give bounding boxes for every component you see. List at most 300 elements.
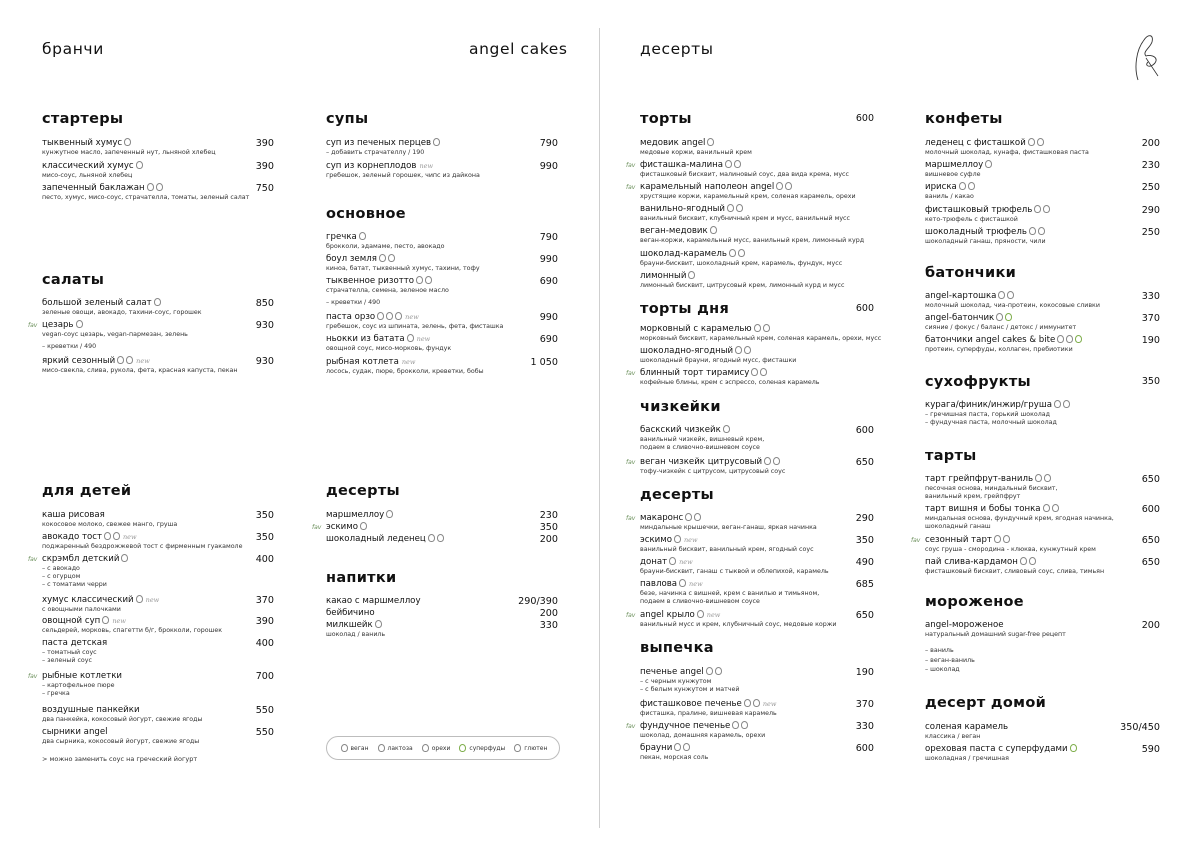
item-desc: кокосовое молоко, свежее манго, груша	[42, 521, 178, 528]
item-name: боул земля	[326, 254, 377, 264]
drop-icon	[156, 183, 163, 191]
item-name: шоколадный трюфель	[925, 227, 1027, 237]
fav-badge: fav	[626, 515, 636, 522]
menu-item	[326, 608, 558, 619]
menu-item	[42, 532, 274, 551]
leaf-icon	[1034, 205, 1041, 213]
section-title-salads: салаты	[42, 272, 105, 288]
nut-icon	[422, 744, 429, 752]
menu-item	[326, 357, 558, 376]
menu-item	[925, 474, 1160, 501]
menu-item	[42, 638, 274, 665]
item-name: курага/финик/инжир/груша	[925, 400, 1052, 410]
legend-item: лактоза	[376, 744, 413, 752]
item-desc: кето-трюфель с фисташкой	[925, 216, 1018, 223]
new-badge: new	[112, 617, 126, 625]
fav-badge: fav	[626, 162, 636, 169]
item-price: 350	[255, 510, 274, 521]
item-desc: брауни-бисквит, ганаш с тыквой и облепихой, карамель	[640, 568, 829, 575]
section-title-dried-fruits: сухофрукты	[925, 374, 1031, 390]
menu-item	[640, 667, 874, 694]
section-title-tarts: тарты	[925, 448, 977, 464]
menu-item	[925, 744, 1160, 763]
item-name: angel-батончик	[925, 313, 995, 323]
item-desc: молочный шоколад, чиа-протеин, кокосовые сливки	[925, 302, 1100, 309]
leaf-icon	[437, 534, 444, 542]
item-price: 200	[1141, 620, 1160, 631]
item-desc: лосось, судак, пюре, брокколи, креветки, бобы	[326, 368, 484, 375]
menu-item	[925, 335, 1160, 354]
menu-item	[42, 705, 274, 724]
item-name: медовик angel	[640, 138, 706, 148]
legend-item: орехи	[420, 744, 451, 752]
menu-item	[326, 232, 558, 251]
item-name: суп из печеных перцев	[326, 138, 432, 148]
fav-badge: fav	[626, 184, 636, 191]
nut-icon	[1052, 504, 1059, 512]
nut-icon	[715, 667, 722, 675]
section-price: 600	[855, 303, 874, 314]
item-price: 590	[1141, 744, 1160, 755]
item-price: 990	[539, 161, 558, 172]
leaf-icon	[375, 620, 382, 628]
nut-icon	[1063, 400, 1070, 408]
item-option: – ваниль	[925, 646, 954, 654]
nut-icon	[147, 183, 154, 191]
drop-icon	[785, 182, 792, 190]
item-desc: ванильный чизкейк, вишневый крем,	[640, 436, 765, 443]
menu-item	[925, 400, 1160, 427]
nut-icon	[1044, 474, 1051, 482]
section-title-cakes: торты	[640, 111, 692, 127]
new-badge: new	[122, 533, 137, 541]
item-name: тыквенный хумус	[42, 138, 123, 148]
column-brunch-left	[28, 0, 274, 849]
nut-icon	[669, 557, 676, 565]
column-desserts-right	[911, 0, 1160, 849]
item-name: печенье angel	[640, 667, 704, 677]
leaf-icon	[1066, 335, 1073, 343]
fav-badge: fav	[626, 370, 636, 377]
section-title-starters: стартеры	[42, 111, 124, 127]
item-desc: ванильный бисквит, клубничный крем и мусс, ванильный мусс	[640, 215, 850, 222]
section-price: 600	[855, 113, 874, 124]
item-price: 370	[855, 699, 874, 710]
item-name: брауни	[640, 743, 673, 753]
leaf-icon	[679, 579, 686, 587]
menu-item	[925, 620, 1160, 674]
item-price: 200	[539, 608, 558, 619]
item-desc: лимонный бисквит, цитрусовый крем, лимонный курд и мусс	[640, 282, 845, 289]
menu-item	[28, 671, 274, 698]
menu-item	[640, 579, 874, 606]
menu-item	[42, 298, 274, 317]
item-desc: с овощными палочками	[42, 606, 121, 613]
superfood-icon	[1075, 335, 1082, 343]
item-price: 690	[539, 334, 558, 345]
menu-item	[925, 205, 1160, 224]
item-desc: миндальная основа, фундучный крем, ягодная начинка,	[925, 515, 1114, 522]
leaf-icon	[1028, 138, 1035, 146]
item-name: соленая карамель	[925, 722, 1009, 732]
leaf-icon	[732, 721, 739, 729]
fav-badge: fav	[626, 459, 636, 466]
menu-item	[925, 291, 1160, 310]
item-name: эскимо	[640, 535, 672, 545]
item-desc: киноа, батат, тыквенный хумус, тахини, тофу	[326, 265, 480, 272]
item-price: 390	[255, 138, 274, 149]
column-desserts-left	[626, 0, 882, 849]
superfood-icon	[1070, 744, 1077, 752]
item-desc: шоколадный ганаш	[925, 522, 991, 530]
right-page-title: десерты	[640, 40, 714, 58]
menu-item	[42, 138, 274, 157]
menu-item	[626, 457, 874, 476]
item-price: 600	[855, 425, 874, 436]
menu-item	[925, 504, 1160, 531]
nut-icon	[754, 324, 761, 332]
menu-item	[640, 346, 874, 365]
menu-item	[326, 510, 558, 521]
item-name: маршмеллоу	[925, 160, 984, 170]
nut-icon	[959, 182, 966, 190]
item-name: тарт вишня и бобы тонка	[925, 504, 1041, 514]
item-price: 990	[539, 312, 558, 323]
leaf-icon	[1035, 474, 1042, 482]
item-desc: соус груша - смородина - клюква, кунжутный крем	[925, 546, 1096, 553]
leaf-icon	[763, 324, 770, 332]
leaf-icon	[727, 204, 734, 212]
item-price: 650	[855, 610, 874, 621]
leaf-icon	[1043, 504, 1050, 512]
item-name: фисташковое печенье	[640, 699, 742, 709]
item-name: фундучное печенье	[640, 721, 731, 731]
item-desc: брауни-бисквит, шоколадный крем, карамель, фундук, мусс	[640, 260, 843, 267]
leaf-icon	[723, 425, 730, 433]
item-desc: подаем в сливочно-вишневом соусе	[640, 443, 760, 451]
legend-item: веган	[339, 744, 369, 752]
menu-item	[925, 160, 1160, 179]
item-name: каша рисовая	[42, 510, 105, 520]
menu-item	[326, 254, 558, 273]
nut-icon	[729, 249, 736, 257]
leaf-icon	[674, 743, 681, 751]
item-name: рыбная котлета	[326, 357, 399, 367]
menu-item	[42, 183, 274, 202]
leaf-icon	[994, 535, 1001, 543]
item-name: запеченный баклажан	[42, 183, 145, 193]
item-name: шоколад-карамель	[640, 249, 727, 259]
menu-item	[28, 554, 274, 588]
menu-item	[326, 620, 558, 639]
item-desc: натуральный домашний sugar-free рецепт	[925, 631, 1066, 638]
menu-item	[640, 271, 874, 290]
item-price: 190	[1141, 335, 1160, 346]
section-title-bakery: выпечка	[640, 640, 714, 656]
item-desc: сельдерей, морковь, спагетти б/г, брокколи, горошек	[42, 627, 223, 634]
item-desc: страчателла, семена, зеленое масло	[326, 287, 449, 294]
leaf-icon	[1020, 557, 1027, 565]
fav-badge: fav	[312, 524, 322, 531]
item-name: карамельный наполеон angel	[640, 182, 775, 192]
page-divider	[599, 28, 600, 828]
leaf-icon	[674, 535, 681, 543]
section-title-candies: конфеты	[925, 111, 1003, 127]
menu-item	[28, 320, 274, 351]
item-desc: фисташковый бисквит, сливовый соус, слива, тимьян	[925, 568, 1105, 575]
item-name: баскский чизкейк	[640, 425, 721, 435]
item-name: пай слива-кардамон	[925, 557, 1018, 567]
item-price: 790	[539, 232, 558, 243]
leaf-icon	[136, 161, 143, 169]
menu-item	[925, 557, 1160, 576]
item-name: эскимо	[326, 522, 358, 532]
item-extra: – креветки / 490	[326, 298, 381, 306]
item-name: ириска	[925, 182, 957, 192]
item-desc: тофу-чизкейк с цитрусом, цитрусовый соус	[640, 468, 786, 475]
item-desc: ваниль / какао	[925, 193, 974, 200]
item-desc: гребешок, соус из шпината, зелень, фета, фисташка	[326, 323, 504, 330]
item-desc: ванильный мусс и крем, клубничный соус, медовые коржи	[640, 621, 837, 628]
item-price: 200	[1141, 138, 1160, 149]
leaf-icon	[379, 254, 386, 262]
item-name: леденец с фисташкой	[925, 138, 1026, 148]
item-desc: два панкейка, кокосовый йогурт, свежие ягоды	[42, 716, 203, 723]
section-title-icecream: мороженое	[925, 594, 1024, 610]
nut-icon	[683, 743, 690, 751]
leaf-icon	[377, 312, 384, 320]
leaf-icon	[697, 610, 704, 618]
menu-item	[925, 138, 1160, 157]
menu-item	[326, 596, 558, 607]
item-price: 250	[1141, 182, 1160, 193]
item-name: воздушные панкейки	[42, 705, 140, 715]
item-option: – с огурцом	[42, 572, 81, 580]
item-price: 790	[539, 138, 558, 149]
menu-item	[326, 138, 558, 157]
nut-icon	[1029, 557, 1036, 565]
item-price: 290/390	[518, 596, 558, 607]
nut-icon	[428, 534, 435, 542]
left-page-subtitle: angel cakes	[469, 40, 568, 58]
item-desc: пекан, морская соль	[640, 754, 709, 761]
item-desc: песочная основа, миндальный бисквит,	[925, 485, 1058, 492]
new-badge: new	[419, 162, 434, 170]
leaf-icon	[359, 232, 366, 240]
menu-item	[626, 160, 874, 179]
legend-item: суперфуды	[457, 744, 505, 752]
leaf-icon	[706, 667, 713, 675]
item-option: – веган-ваниль	[925, 656, 975, 664]
menu-item	[42, 161, 274, 180]
drop-icon	[425, 276, 432, 284]
item-name: фисташка-малина	[640, 160, 724, 170]
item-price: 330	[539, 620, 558, 631]
item-price: 330	[1141, 291, 1160, 302]
item-desc: веган-коржи, карамельный мусс, ванильный крем, лимонный курд	[640, 237, 865, 244]
nut-icon	[694, 513, 701, 521]
item-desc: фисташковый бисквит, малиновый соус, два вида крема, мусс	[640, 171, 849, 178]
item-price: 350	[255, 532, 274, 543]
item-price: 650	[1141, 535, 1160, 546]
item-name: авокадо тост	[42, 532, 102, 542]
gluten-icon	[113, 532, 120, 540]
item-name: макаронс	[640, 513, 684, 523]
leaf-icon	[688, 271, 695, 279]
item-desc: классика / веган	[925, 733, 981, 740]
item-desc: миндальные крышечки, веган-ганаш, яркая начинка	[640, 524, 817, 531]
nut-icon	[1003, 535, 1010, 543]
leaf-icon	[341, 744, 348, 752]
drop-icon	[126, 356, 133, 364]
section-title-main: основное	[326, 206, 406, 222]
item-name: хумус классический	[42, 595, 134, 605]
new-badge: new	[679, 558, 693, 566]
item-desc: брокколи, эдамаме, песто, авокадо	[326, 243, 445, 250]
item-price: 550	[255, 727, 274, 738]
item-name: рыбные котлетки	[42, 671, 122, 681]
menu-item	[626, 513, 874, 532]
new-badge: new	[136, 357, 150, 365]
item-price: 250	[1141, 227, 1160, 238]
menu-item	[42, 510, 274, 529]
leaf-icon	[707, 138, 714, 146]
menu-item	[626, 721, 874, 740]
menu-item	[42, 616, 274, 635]
item-option: – фундучная паста, молочный шоколад	[925, 418, 1057, 426]
item-price: 650	[855, 457, 874, 468]
fav-badge: fav	[28, 322, 38, 329]
item-desc: – добавить страчателлу / 190	[326, 149, 425, 156]
item-name: ванильно-ягодный	[640, 204, 725, 214]
nut-icon	[776, 182, 783, 190]
item-name: батончики angel cakes & bite	[925, 335, 1056, 345]
leaf-icon	[416, 276, 423, 284]
section-title-day-cakes: торты дня	[640, 301, 730, 317]
item-desc: сияние / фокус / баланс / детокс / иммунитет	[925, 324, 1077, 331]
item-option: – шоколад	[925, 666, 960, 674]
leaf-icon	[154, 298, 161, 306]
item-desc: два сырника, кокосовый йогурт, свежие ягоды	[42, 738, 200, 745]
menu-item	[312, 522, 558, 533]
item-option: – томатный соус	[42, 649, 97, 656]
nut-icon	[1057, 335, 1064, 343]
menu-item	[640, 324, 882, 343]
item-price: 930	[255, 320, 274, 331]
nut-icon	[1038, 227, 1045, 235]
item-name: милкшейк	[326, 620, 373, 630]
menu-item	[911, 535, 1160, 554]
item-name: тыквенное ризотто	[326, 276, 414, 286]
item-name: паста орзо	[326, 312, 376, 322]
item-desc: молочный шоколад, кунафа, фисташковая паста	[925, 149, 1089, 156]
item-desc: мисо-соус, льняной хлебец	[42, 172, 133, 179]
item-name: большой зеленый салат	[42, 298, 152, 308]
menu-item	[925, 227, 1160, 246]
item-name: ореховая паста с суперфудами	[925, 744, 1068, 754]
gluten-icon	[121, 554, 128, 562]
item-name: блинный торт тирамису	[640, 368, 750, 378]
item-desc: мисо-свекла, слива, рукола, фета, красная капуста, пекан	[42, 367, 238, 374]
leaf-icon	[764, 457, 771, 465]
item-price: 400	[255, 554, 274, 565]
kids-note: > можно заменить соус на греческий йогурт	[42, 755, 198, 763]
item-desc: кофейные блины, крем с эспрессо, соленая карамель	[640, 379, 820, 386]
nut-icon	[744, 346, 751, 354]
menu-item	[640, 226, 874, 245]
drop-icon	[378, 744, 385, 752]
menu-item	[925, 313, 1160, 332]
superfood-icon	[1005, 313, 1012, 321]
menu-item	[640, 138, 874, 157]
section-title-desserts-2: десерты	[640, 487, 714, 503]
menu-item	[42, 356, 274, 375]
item-name: маршмеллоу	[326, 510, 385, 520]
new-badge: new	[706, 611, 721, 619]
leaf-icon	[968, 182, 975, 190]
section-title-soups: супы	[326, 111, 369, 127]
item-desc: протеин, суперфуды, коллаген, пребиотики	[925, 346, 1073, 353]
item-name: тарт грейпфрут-ваниль	[925, 474, 1034, 484]
item-name: какао с маршмеллоу	[326, 596, 421, 606]
item-name: веган чизкейк цитрусовый	[640, 457, 763, 467]
menu-item	[626, 368, 874, 387]
item-desc: кунжутное масло, запеченный нут, льняной хлебец	[42, 149, 216, 156]
leaf-icon	[433, 138, 440, 146]
item-desc: вишневое суфле	[925, 171, 981, 178]
leaf-icon	[735, 346, 742, 354]
item-price: 750	[255, 183, 274, 194]
item-desc: безе, начинка с вишней, крем с ванилью и тимьяном,	[640, 590, 820, 597]
item-price: 230	[539, 510, 558, 521]
item-name: шоколадный леденец	[326, 534, 426, 544]
item-option: – с черным кунжутом	[640, 678, 712, 685]
item-price: 400	[255, 638, 274, 649]
menu-item	[640, 425, 874, 452]
leaf-icon	[710, 226, 717, 234]
menu-item	[640, 743, 874, 762]
leaf-icon	[386, 510, 393, 518]
column-brunch-right	[312, 0, 558, 849]
item-option: – с белым кунжутом и матчей	[640, 685, 740, 693]
section-title-drinks: напитки	[326, 570, 397, 586]
item-desc: хрустящие коржи, карамельный крем, соленая карамель, орехи	[640, 193, 856, 200]
item-price: 650	[1141, 474, 1160, 485]
section-price: 350	[1141, 376, 1160, 387]
leaf-icon	[104, 532, 111, 540]
leaf-icon	[1029, 227, 1036, 235]
item-price: 190	[855, 667, 874, 678]
item-price: 1 050	[530, 357, 558, 368]
item-price: 390	[255, 161, 274, 172]
new-badge: new	[689, 580, 703, 588]
item-option: – картофельное пюре	[42, 682, 115, 689]
item-name: классический хумус	[42, 161, 134, 171]
item-name: паста детская	[42, 638, 108, 648]
nut-icon	[751, 368, 758, 376]
leaf-icon	[136, 595, 143, 603]
item-price: 290	[1141, 205, 1160, 216]
menu-item	[640, 557, 874, 576]
menu-item	[326, 534, 558, 545]
item-price: 550	[255, 705, 274, 716]
leaf-icon	[102, 616, 109, 624]
item-name: веган-медовик	[640, 226, 708, 236]
item-desc: морковный бисквит, карамельный крем, соленая карамель, орехи, мусс	[640, 335, 882, 342]
item-desc: шоколад / ваниль	[326, 631, 386, 638]
item-price: 600	[1141, 504, 1160, 515]
item-name: павлова	[640, 579, 678, 589]
